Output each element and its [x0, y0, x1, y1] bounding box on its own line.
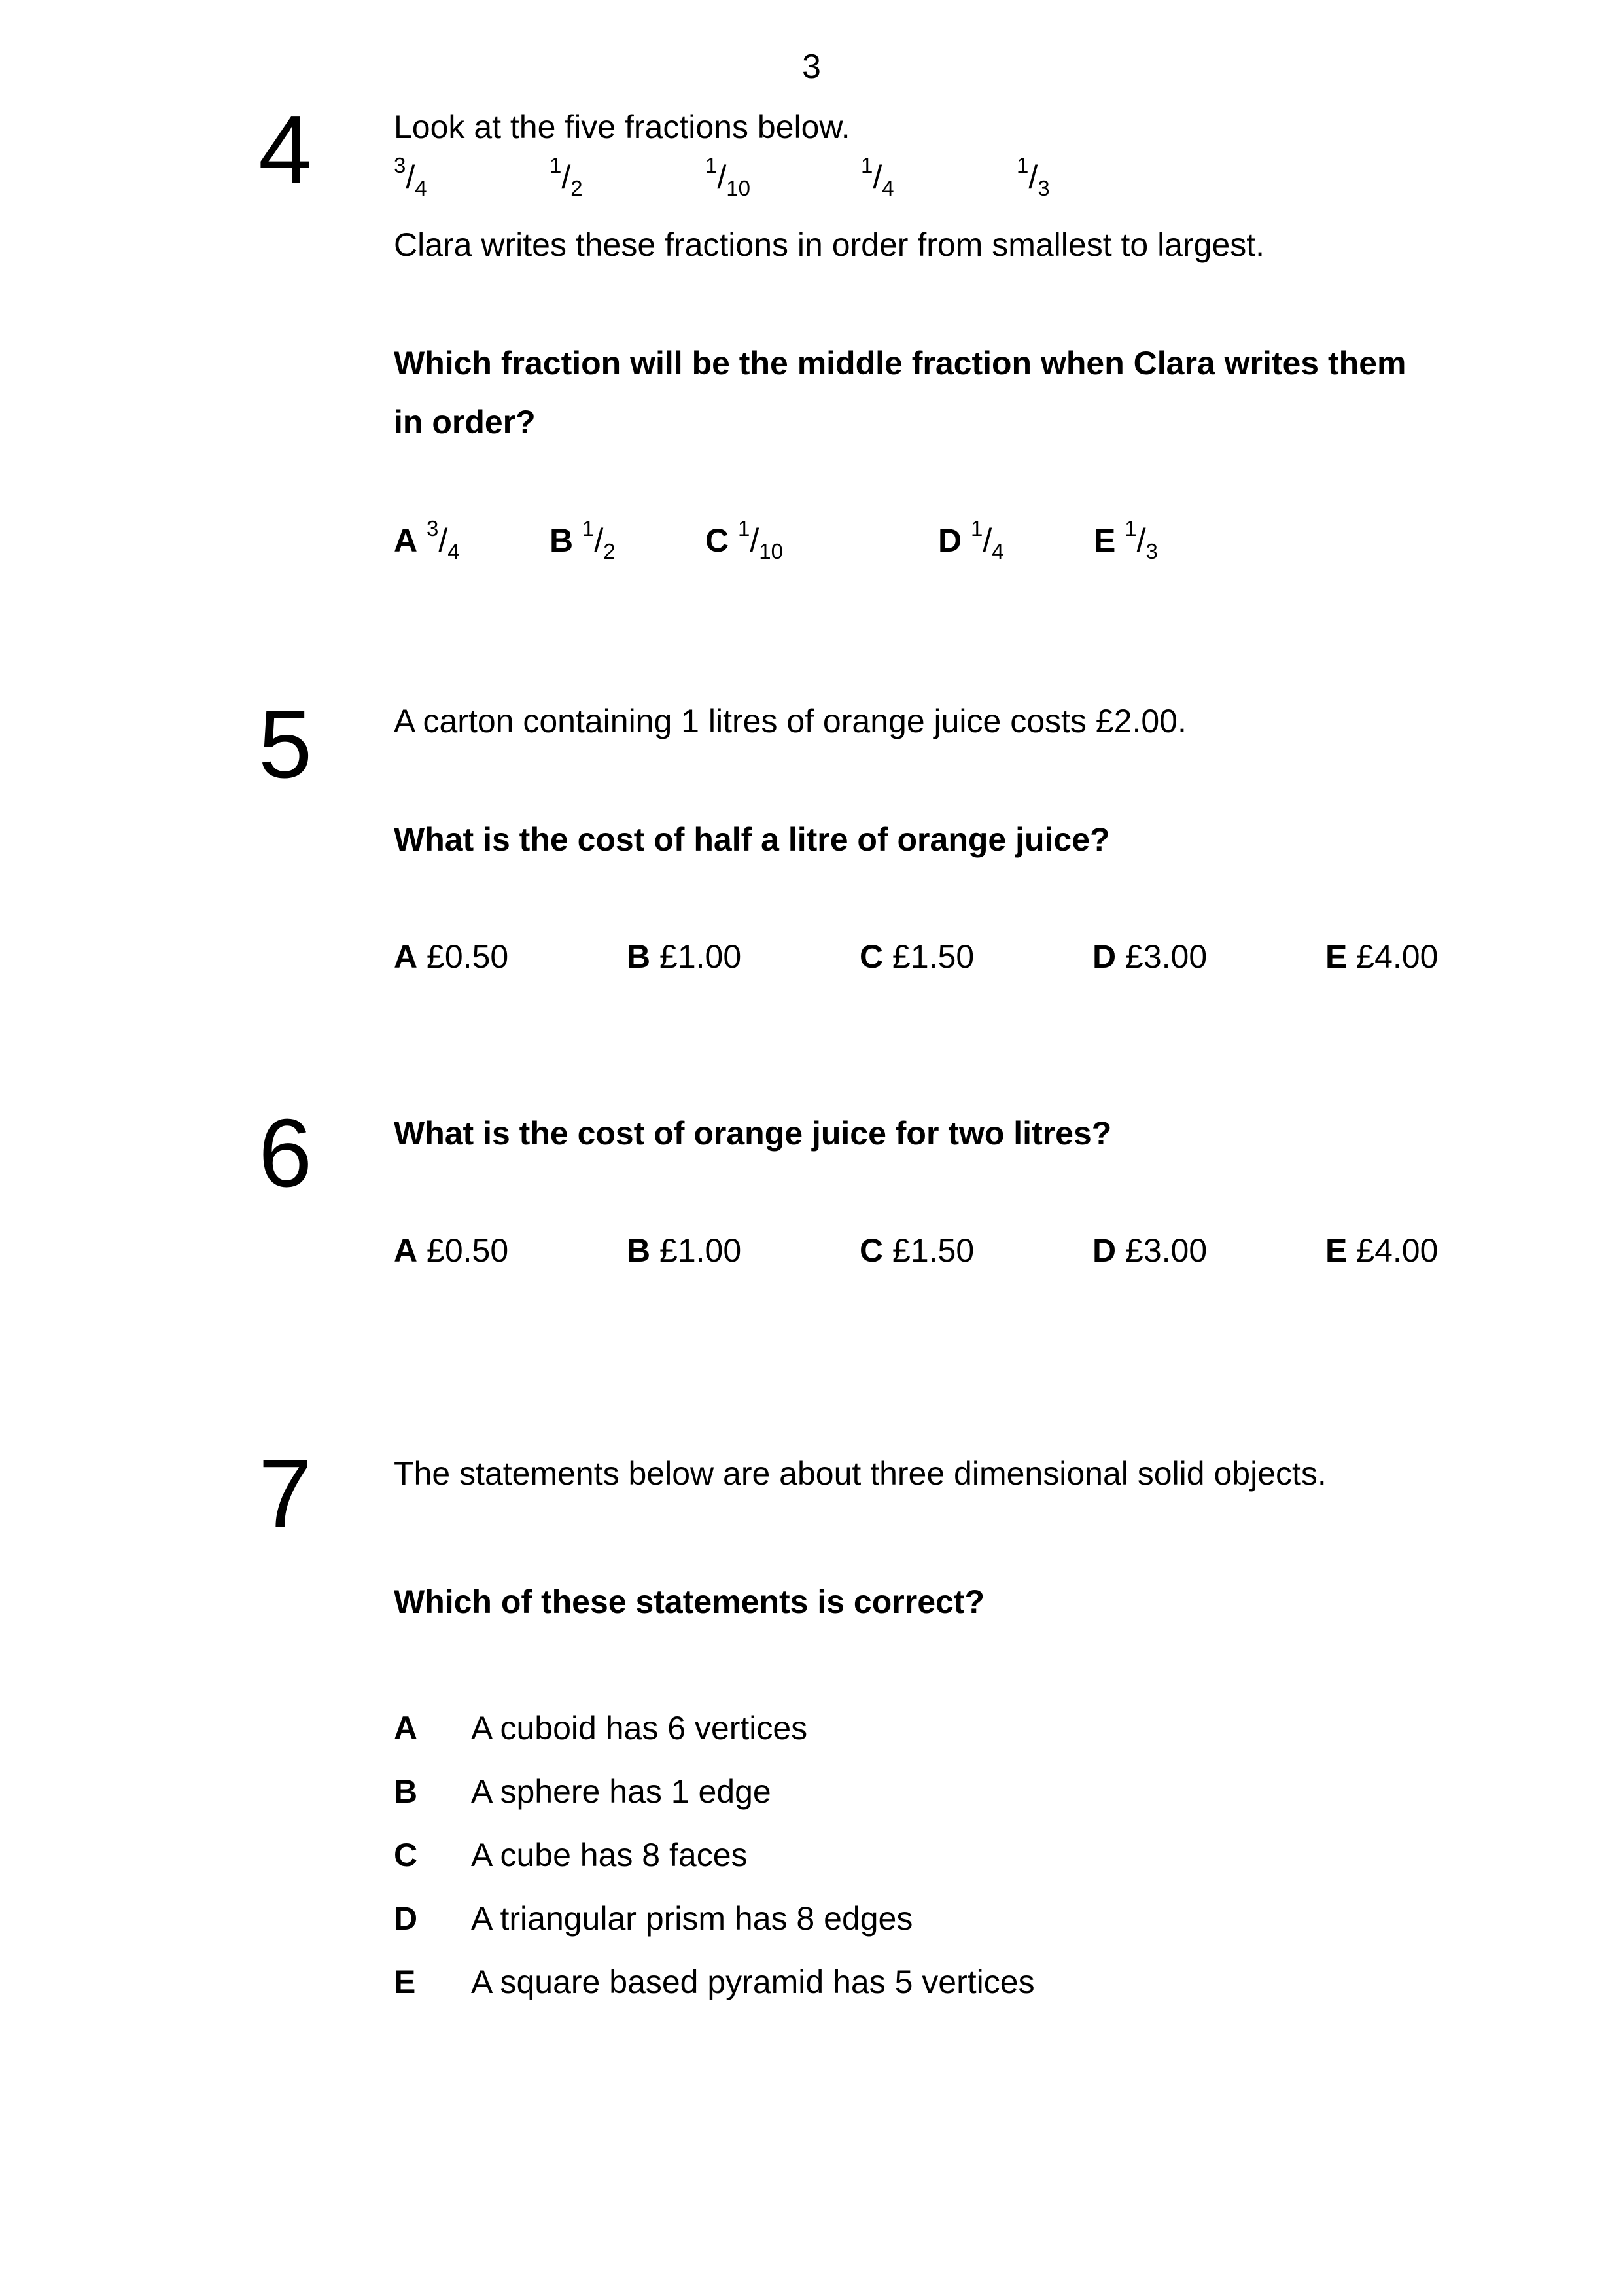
- question-7-statement: The statements below are about three dimensional solid objects.: [394, 1455, 1327, 1492]
- question-5-statement: A carton containing 1 litres of orange juice costs £2.00.: [394, 703, 1187, 739]
- q4-option-e[interactable]: E $^1/_3$: [1094, 516, 1158, 563]
- q7-option-a-text[interactable]: A cuboid has 6 vertices: [471, 1710, 808, 1746]
- question-6-number: 6: [258, 1099, 313, 1207]
- q6-option-b[interactable]: B £1.00: [627, 1232, 742, 1269]
- q4-option-c[interactable]: C $^1/_{10}$: [705, 516, 783, 563]
- q5-option-b[interactable]: B £1.00: [627, 938, 742, 975]
- q5-option-a[interactable]: A £0.50: [394, 938, 509, 975]
- q4-fraction-3: $^1/_{10}$: [705, 153, 750, 200]
- q4-option-b[interactable]: B $^1/_2$: [550, 516, 616, 563]
- q4-fraction-5: $^1/_3$: [1017, 153, 1050, 200]
- q7-option-b-text[interactable]: A sphere has 1 edge: [471, 1773, 771, 1810]
- q4-fraction-1: $^3/_4$: [394, 153, 427, 200]
- question-4-number: 4: [258, 96, 313, 204]
- question-7-prompt: Which of these statements is correct?: [394, 1583, 985, 1620]
- q5-option-e[interactable]: E £4.00: [1325, 938, 1439, 975]
- q7-option-a-letter[interactable]: A: [394, 1710, 418, 1746]
- q7-option-d-letter[interactable]: D: [394, 1900, 418, 1937]
- question-4-statement: Clara writes these fractions in order from smallest to largest.: [394, 226, 1265, 263]
- q4-option-d[interactable]: D $^1/_4$: [938, 516, 1004, 563]
- q4-fraction-2: $^1/_2$: [550, 153, 583, 200]
- q7-option-c-text[interactable]: A cube has 8 faces: [471, 1837, 748, 1873]
- question-4-intro: Look at the five fractions below.: [394, 109, 850, 145]
- question-7-number: 7: [258, 1439, 313, 1547]
- question-4-prompt-line2: in order?: [394, 404, 536, 440]
- q7-option-b-letter[interactable]: B: [394, 1773, 418, 1810]
- q4-fraction-4: $^1/_4$: [861, 153, 894, 200]
- q7-option-c-letter[interactable]: C: [394, 1837, 418, 1873]
- question-4-prompt-line1: Which fraction will be the middle fraction when Clara writes them: [394, 345, 1406, 381]
- q4-option-a[interactable]: A $^3/_4$: [394, 516, 460, 563]
- question-6-prompt: What is the cost of orange juice for two litres?: [394, 1115, 1112, 1152]
- q7-option-e-text[interactable]: A square based pyramid has 5 vertices: [471, 1964, 1035, 2000]
- q6-option-e[interactable]: E £4.00: [1325, 1232, 1439, 1269]
- question-5-number: 5: [258, 690, 313, 798]
- q7-option-d-text[interactable]: A triangular prism has 8 edges: [471, 1900, 913, 1937]
- q6-option-c[interactable]: C £1.50: [860, 1232, 975, 1269]
- q5-option-c[interactable]: C £1.50: [860, 938, 975, 975]
- q7-option-e-letter[interactable]: E: [394, 1964, 416, 2000]
- question-5-prompt: What is the cost of half a litre of orange juice?: [394, 821, 1110, 858]
- q6-option-d[interactable]: D £3.00: [1092, 1232, 1208, 1269]
- q5-option-d[interactable]: D £3.00: [1092, 938, 1208, 975]
- page-number: 3: [802, 48, 821, 86]
- q6-option-a[interactable]: A £0.50: [394, 1232, 509, 1269]
